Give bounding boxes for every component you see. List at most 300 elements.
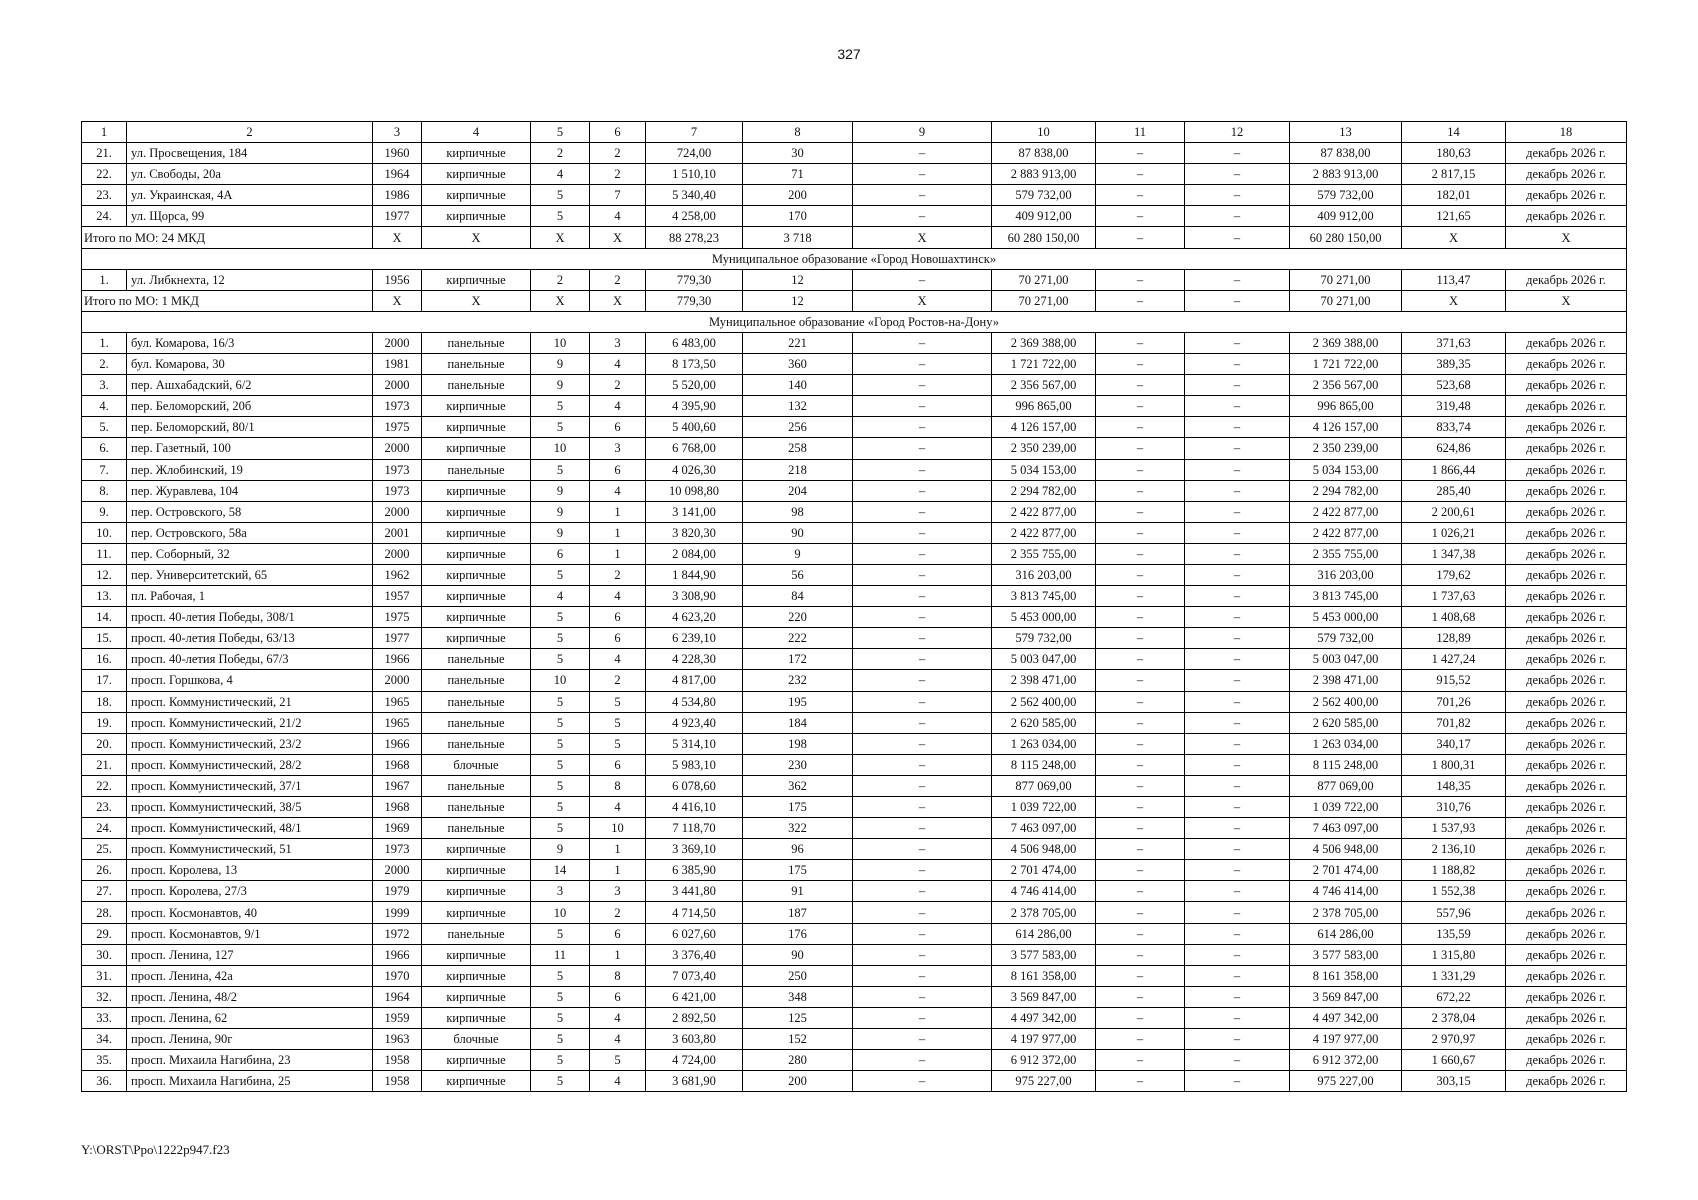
total-cell: X (373, 227, 422, 248)
row-number: 22. (82, 775, 127, 796)
table-row (82, 206, 1627, 227)
section-title: Муниципальное образование «Город Новошахтинск» (82, 248, 1627, 269)
total-cell: 88 278,23 (646, 227, 743, 248)
page-number: 327 (837, 46, 861, 62)
table-cell: 996 865,00 (1290, 396, 1402, 417)
table-cell: 360 (743, 354, 853, 375)
table-cell: 1966 (373, 944, 422, 965)
total-cell: X (1506, 227, 1627, 248)
table-cell: 175 (743, 860, 853, 881)
table-cell: 195 (743, 691, 853, 712)
table-cell: 1959 (373, 1007, 422, 1028)
table-cell: 1973 (373, 480, 422, 501)
table-row (82, 1071, 1627, 1092)
table-cell: 2 620 585,00 (1290, 712, 1402, 733)
table-cell: 1 (590, 860, 646, 881)
table-row (82, 354, 1627, 375)
table-cell: – (853, 164, 992, 185)
table-cell: декабрь 2026 г. (1506, 417, 1627, 438)
table-cell: 4 724,00 (646, 1050, 743, 1071)
table-cell: 701,82 (1402, 712, 1506, 733)
table-cell: 5 (531, 417, 590, 438)
table-cell: кирпичные (422, 206, 531, 227)
table-cell: 4 (531, 586, 590, 607)
address-cell: пер. Газетный, 100 (127, 438, 373, 459)
total-cell: 3 718 (743, 227, 853, 248)
address-cell: просп. Коммунистический, 48/1 (127, 818, 373, 839)
table-cell: кирпичные (422, 1071, 531, 1092)
table-cell: – (1096, 649, 1185, 670)
table-cell: кирпичные (422, 396, 531, 417)
table-cell: 7 463 097,00 (1290, 818, 1402, 839)
column-header: 1 (82, 122, 127, 143)
table-cell: 2 136,10 (1402, 839, 1506, 860)
table-row (82, 1007, 1627, 1028)
row-number: 35. (82, 1050, 127, 1071)
table-cell: 975 227,00 (992, 1071, 1096, 1092)
table-cell: – (1185, 902, 1290, 923)
address-cell: просп. Ленина, 62 (127, 1007, 373, 1028)
table-cell: 1 (590, 839, 646, 860)
section-title: Муниципальное образование «Город Ростов-на-Дону» (82, 311, 1627, 332)
row-number: 11. (82, 543, 127, 564)
table-cell: – (853, 902, 992, 923)
table-cell: декабрь 2026 г. (1506, 628, 1627, 649)
table-cell: 2 378,04 (1402, 1007, 1506, 1028)
table-cell: 10 (531, 902, 590, 923)
total-cell: X (422, 290, 531, 311)
table-cell: – (853, 986, 992, 1007)
table-cell: – (1096, 818, 1185, 839)
table-cell: – (1185, 712, 1290, 733)
table-cell: 1 408,68 (1402, 607, 1506, 628)
table-cell: 10 (531, 332, 590, 353)
table-cell: 1 (590, 522, 646, 543)
table-cell: – (1096, 965, 1185, 986)
row-number: 23. (82, 797, 127, 818)
table-cell: 12 (743, 269, 853, 290)
table-cell: – (1185, 944, 1290, 965)
table-cell: – (1096, 839, 1185, 860)
section-row (82, 248, 1627, 269)
table-cell: 2 (590, 269, 646, 290)
table-cell: 2 378 705,00 (1290, 902, 1402, 923)
table-cell: 672,22 (1402, 986, 1506, 1007)
table-row (82, 923, 1627, 944)
table-cell: 8 161 358,00 (1290, 965, 1402, 986)
row-number: 30. (82, 944, 127, 965)
table-cell: 3 681,90 (646, 1071, 743, 1092)
table-row (82, 586, 1627, 607)
table-cell: 319,48 (1402, 396, 1506, 417)
table-row (82, 733, 1627, 754)
table-cell: 2 422 877,00 (992, 522, 1096, 543)
table-cell: – (1185, 965, 1290, 986)
table-cell: 389,35 (1402, 354, 1506, 375)
table-cell: декабрь 2026 г. (1506, 670, 1627, 691)
row-number: 22. (82, 164, 127, 185)
table-cell: 9 (531, 375, 590, 396)
table-cell: декабрь 2026 г. (1506, 438, 1627, 459)
table-cell: – (1185, 522, 1290, 543)
table-cell: – (853, 775, 992, 796)
table-cell: 1972 (373, 923, 422, 944)
address-cell: просп. Королева, 13 (127, 860, 373, 881)
table-cell: 5 453 000,00 (1290, 607, 1402, 628)
table-cell: 4 (590, 1071, 646, 1092)
table-cell: – (1185, 1029, 1290, 1050)
table-cell: панельные (422, 649, 531, 670)
table-row (82, 185, 1627, 206)
table-cell: 3 813 745,00 (1290, 586, 1402, 607)
table-cell: 4 228,30 (646, 649, 743, 670)
table-cell: 10 (590, 818, 646, 839)
table-cell: 187 (743, 902, 853, 923)
table-cell: 5 (531, 185, 590, 206)
table-cell: – (853, 586, 992, 607)
address-cell: просп. Горшкова, 4 (127, 670, 373, 691)
table-cell: 5 (590, 1050, 646, 1071)
table-cell: панельные (422, 354, 531, 375)
row-number: 2. (82, 354, 127, 375)
table-cell: 1973 (373, 459, 422, 480)
table-cell: декабрь 2026 г. (1506, 712, 1627, 733)
table-cell: 2 422 877,00 (1290, 501, 1402, 522)
table-cell: 2 970,97 (1402, 1029, 1506, 1050)
table-cell: 5 (590, 691, 646, 712)
table-cell: декабрь 2026 г. (1506, 839, 1627, 860)
table-cell: 5 (531, 1007, 590, 1028)
table-cell: декабрь 2026 г. (1506, 1071, 1627, 1092)
table-cell: – (1185, 586, 1290, 607)
table-cell: – (1185, 269, 1290, 290)
table-cell: 5 003 047,00 (992, 649, 1096, 670)
table-cell: 1973 (373, 396, 422, 417)
table-cell: 1966 (373, 733, 422, 754)
table-cell: 5 (531, 733, 590, 754)
table-cell: 877 069,00 (1290, 775, 1402, 796)
table-cell: 8 173,50 (646, 354, 743, 375)
table-cell: панельные (422, 332, 531, 353)
table-cell: 2 355 755,00 (992, 543, 1096, 564)
table-row (82, 902, 1627, 923)
table-cell: кирпичные (422, 522, 531, 543)
table-cell: – (1185, 206, 1290, 227)
table-cell: декабрь 2026 г. (1506, 691, 1627, 712)
table-cell: 6 385,90 (646, 860, 743, 881)
table-cell: 371,63 (1402, 332, 1506, 353)
table-cell: 2 378 705,00 (992, 902, 1096, 923)
table-cell: – (853, 564, 992, 585)
table-row (82, 607, 1627, 628)
row-number: 1. (82, 332, 127, 353)
table-cell: 84 (743, 586, 853, 607)
row-number: 9. (82, 501, 127, 522)
table-cell: – (1185, 375, 1290, 396)
table-cell: 10 098,80 (646, 480, 743, 501)
table-cell: 10 (531, 438, 590, 459)
table-row (82, 396, 1627, 417)
table-cell: 3 308,90 (646, 586, 743, 607)
total-label: Итого по МО: 1 МКД (82, 290, 373, 311)
total-label: Итого по МО: 24 МКД (82, 227, 373, 248)
table-cell: – (1096, 164, 1185, 185)
table-cell: 2 (590, 164, 646, 185)
table-cell: 179,62 (1402, 564, 1506, 585)
table-cell: 2 369 388,00 (1290, 332, 1402, 353)
table-cell: 2 562 400,00 (992, 691, 1096, 712)
table-cell: – (1185, 628, 1290, 649)
table-cell: – (1185, 818, 1290, 839)
table-cell: 90 (743, 522, 853, 543)
address-cell: пер. Соборный, 32 (127, 543, 373, 564)
column-header: 13 (1290, 122, 1402, 143)
table-cell: 4 (590, 396, 646, 417)
table-cell: 9 (531, 522, 590, 543)
table-cell: декабрь 2026 г. (1506, 459, 1627, 480)
table-cell: – (1096, 902, 1185, 923)
table-cell: 3 569 847,00 (1290, 986, 1402, 1007)
table-cell: 4 534,80 (646, 691, 743, 712)
address-cell: просп. Коммунистический, 23/2 (127, 733, 373, 754)
table-cell: 2 294 782,00 (992, 480, 1096, 501)
row-number: 1. (82, 269, 127, 290)
table-cell: панельные (422, 459, 531, 480)
column-header: 10 (992, 122, 1096, 143)
table-cell: 4 (590, 206, 646, 227)
table-cell: 4 (590, 586, 646, 607)
table-cell: декабрь 2026 г. (1506, 607, 1627, 628)
address-cell: бул. Комарова, 16/3 (127, 332, 373, 353)
table-cell: 9 (531, 501, 590, 522)
address-cell: просп. Коммунистический, 28/2 (127, 754, 373, 775)
table-cell: 2 356 567,00 (1290, 375, 1402, 396)
table-cell: кирпичные (422, 628, 531, 649)
table-body (82, 143, 1627, 1092)
table-cell: 2 398 471,00 (992, 670, 1096, 691)
row-number: 25. (82, 839, 127, 860)
table-cell: 1 263 034,00 (992, 733, 1096, 754)
table-cell: 258 (743, 438, 853, 459)
total-cell: 60 280 150,00 (992, 227, 1096, 248)
row-number: 6. (82, 438, 127, 459)
address-cell: просп. Королева, 27/3 (127, 881, 373, 902)
table-cell: 232 (743, 670, 853, 691)
address-cell: пл. Рабочая, 1 (127, 586, 373, 607)
address-cell: пер. Ашхабадский, 6/2 (127, 375, 373, 396)
table-cell: 7 (590, 185, 646, 206)
table-cell: 2000 (373, 332, 422, 353)
total-cell: X (853, 290, 992, 311)
table-cell: 200 (743, 1071, 853, 1092)
table-cell: 1965 (373, 712, 422, 733)
table-cell: – (1185, 754, 1290, 775)
table-cell: 182,01 (1402, 185, 1506, 206)
table-cell: 1968 (373, 754, 422, 775)
row-number: 24. (82, 818, 127, 839)
table-cell: 3 813 745,00 (992, 586, 1096, 607)
table-cell: – (1096, 670, 1185, 691)
table-cell: декабрь 2026 г. (1506, 797, 1627, 818)
table-cell: 14 (531, 860, 590, 881)
table-cell: 5 (590, 733, 646, 754)
table-row (82, 501, 1627, 522)
table-cell: 3 577 583,00 (992, 944, 1096, 965)
table-cell: 250 (743, 965, 853, 986)
table-cell: 71 (743, 164, 853, 185)
table-cell: 1957 (373, 586, 422, 607)
table-cell: 4 (590, 1029, 646, 1050)
table-row (82, 522, 1627, 543)
total-row (82, 290, 1627, 311)
table-cell: 1973 (373, 839, 422, 860)
table-cell: 4 (590, 797, 646, 818)
table-cell: декабрь 2026 г. (1506, 185, 1627, 206)
table-row (82, 543, 1627, 564)
table-cell: 1 427,24 (1402, 649, 1506, 670)
table-cell: – (1096, 143, 1185, 164)
table-cell: 2 883 913,00 (1290, 164, 1402, 185)
table-cell: декабрь 2026 г. (1506, 986, 1627, 1007)
table-cell: 557,96 (1402, 902, 1506, 923)
table-cell: 1 026,21 (1402, 522, 1506, 543)
table-cell: – (853, 733, 992, 754)
table-cell: 1 737,63 (1402, 586, 1506, 607)
table-cell: 1969 (373, 818, 422, 839)
table-cell: – (1096, 1071, 1185, 1092)
address-cell: просп. Коммунистический, 37/1 (127, 775, 373, 796)
row-number: 20. (82, 733, 127, 754)
table-cell: 1981 (373, 354, 422, 375)
table-cell: декабрь 2026 г. (1506, 1029, 1627, 1050)
table-cell: 2 817,15 (1402, 164, 1506, 185)
table-cell: 2000 (373, 670, 422, 691)
table-cell: 348 (743, 986, 853, 1007)
table-cell: 9 (743, 543, 853, 564)
row-number: 10. (82, 522, 127, 543)
buildings-table (81, 121, 1627, 1092)
table-cell: 5 (531, 396, 590, 417)
table-cell: 4 197 977,00 (992, 1029, 1096, 1050)
footer-file-path: Y:\ORST\Ppo\1222p947.f23 (81, 1142, 230, 1157)
table-cell: 6 (590, 607, 646, 628)
table-cell: – (1096, 586, 1185, 607)
row-number: 3. (82, 375, 127, 396)
table-cell: 5 (531, 649, 590, 670)
table-cell: декабрь 2026 г. (1506, 543, 1627, 564)
total-cell: X (531, 227, 590, 248)
row-number: 17. (82, 670, 127, 691)
table-row (82, 1029, 1627, 1050)
address-cell: пер. Журавлева, 104 (127, 480, 373, 501)
table-cell: 285,40 (1402, 480, 1506, 501)
address-cell: просп. 40-летия Победы, 308/1 (127, 607, 373, 628)
table-cell: – (853, 628, 992, 649)
table-cell: – (1096, 881, 1185, 902)
table-cell: 996 865,00 (992, 396, 1096, 417)
table-cell: кирпичные (422, 564, 531, 585)
total-cell: – (1185, 290, 1290, 311)
table-cell: 6 912 372,00 (992, 1050, 1096, 1071)
table-cell: панельные (422, 670, 531, 691)
table-cell: декабрь 2026 г. (1506, 269, 1627, 290)
address-cell: просп. Коммунистический, 38/5 (127, 797, 373, 818)
table-cell: – (1096, 480, 1185, 501)
table-cell: декабрь 2026 г. (1506, 818, 1627, 839)
address-cell: просп. Ленина, 48/2 (127, 986, 373, 1007)
table-cell: 90 (743, 944, 853, 965)
table-cell: – (853, 480, 992, 501)
table-cell: – (1185, 691, 1290, 712)
table-cell: – (1096, 543, 1185, 564)
table-cell: блочные (422, 1029, 531, 1050)
row-number: 34. (82, 1029, 127, 1050)
table-cell: 3 (590, 332, 646, 353)
table-cell: 409 912,00 (992, 206, 1096, 227)
table-cell: 3 577 583,00 (1290, 944, 1402, 965)
table-cell: – (1096, 754, 1185, 775)
column-header: 12 (1185, 122, 1290, 143)
table-cell: 98 (743, 501, 853, 522)
table-cell: декабрь 2026 г. (1506, 775, 1627, 796)
table-cell: 6 (590, 923, 646, 944)
table-cell: 1 552,38 (1402, 881, 1506, 902)
table-cell: 4 746 414,00 (992, 881, 1096, 902)
table-cell: – (853, 649, 992, 670)
table-cell: 198 (743, 733, 853, 754)
table-cell: 176 (743, 923, 853, 944)
table-cell: 2 701 474,00 (1290, 860, 1402, 881)
table-cell: 4 714,50 (646, 902, 743, 923)
table-cell: – (1096, 797, 1185, 818)
table-cell: – (853, 754, 992, 775)
table-cell: 132 (743, 396, 853, 417)
address-cell: пер. Беломорский, 20б (127, 396, 373, 417)
table-cell: 1 721 722,00 (1290, 354, 1402, 375)
table-cell: 5 314,10 (646, 733, 743, 754)
table-cell: декабрь 2026 г. (1506, 354, 1627, 375)
table-cell: 1968 (373, 797, 422, 818)
table-row (82, 881, 1627, 902)
table-cell: 1 039 722,00 (1290, 797, 1402, 818)
table-cell: 9 (531, 354, 590, 375)
table-cell: 579 732,00 (992, 628, 1096, 649)
table-cell: декабрь 2026 г. (1506, 480, 1627, 501)
table-cell: 5 (531, 607, 590, 628)
table-cell: – (1096, 185, 1185, 206)
table-cell: – (1185, 417, 1290, 438)
table-cell: 6 (590, 628, 646, 649)
table-cell: 280 (743, 1050, 853, 1071)
address-cell: пер. Островского, 58 (127, 501, 373, 522)
table-cell: 6 483,00 (646, 332, 743, 353)
address-cell: ул. Щорса, 99 (127, 206, 373, 227)
table-cell: 1 800,31 (1402, 754, 1506, 775)
table-cell: – (853, 965, 992, 986)
table-cell: – (1096, 860, 1185, 881)
address-cell: бул. Комарова, 30 (127, 354, 373, 375)
table-cell: 316 203,00 (992, 564, 1096, 585)
table-row (82, 818, 1627, 839)
table-cell: – (853, 459, 992, 480)
table-cell: декабрь 2026 г. (1506, 396, 1627, 417)
table-row (82, 143, 1627, 164)
table-row (82, 670, 1627, 691)
table-cell: 5 (531, 818, 590, 839)
table-cell: – (1185, 670, 1290, 691)
table-cell: панельные (422, 375, 531, 396)
table-cell: – (853, 396, 992, 417)
